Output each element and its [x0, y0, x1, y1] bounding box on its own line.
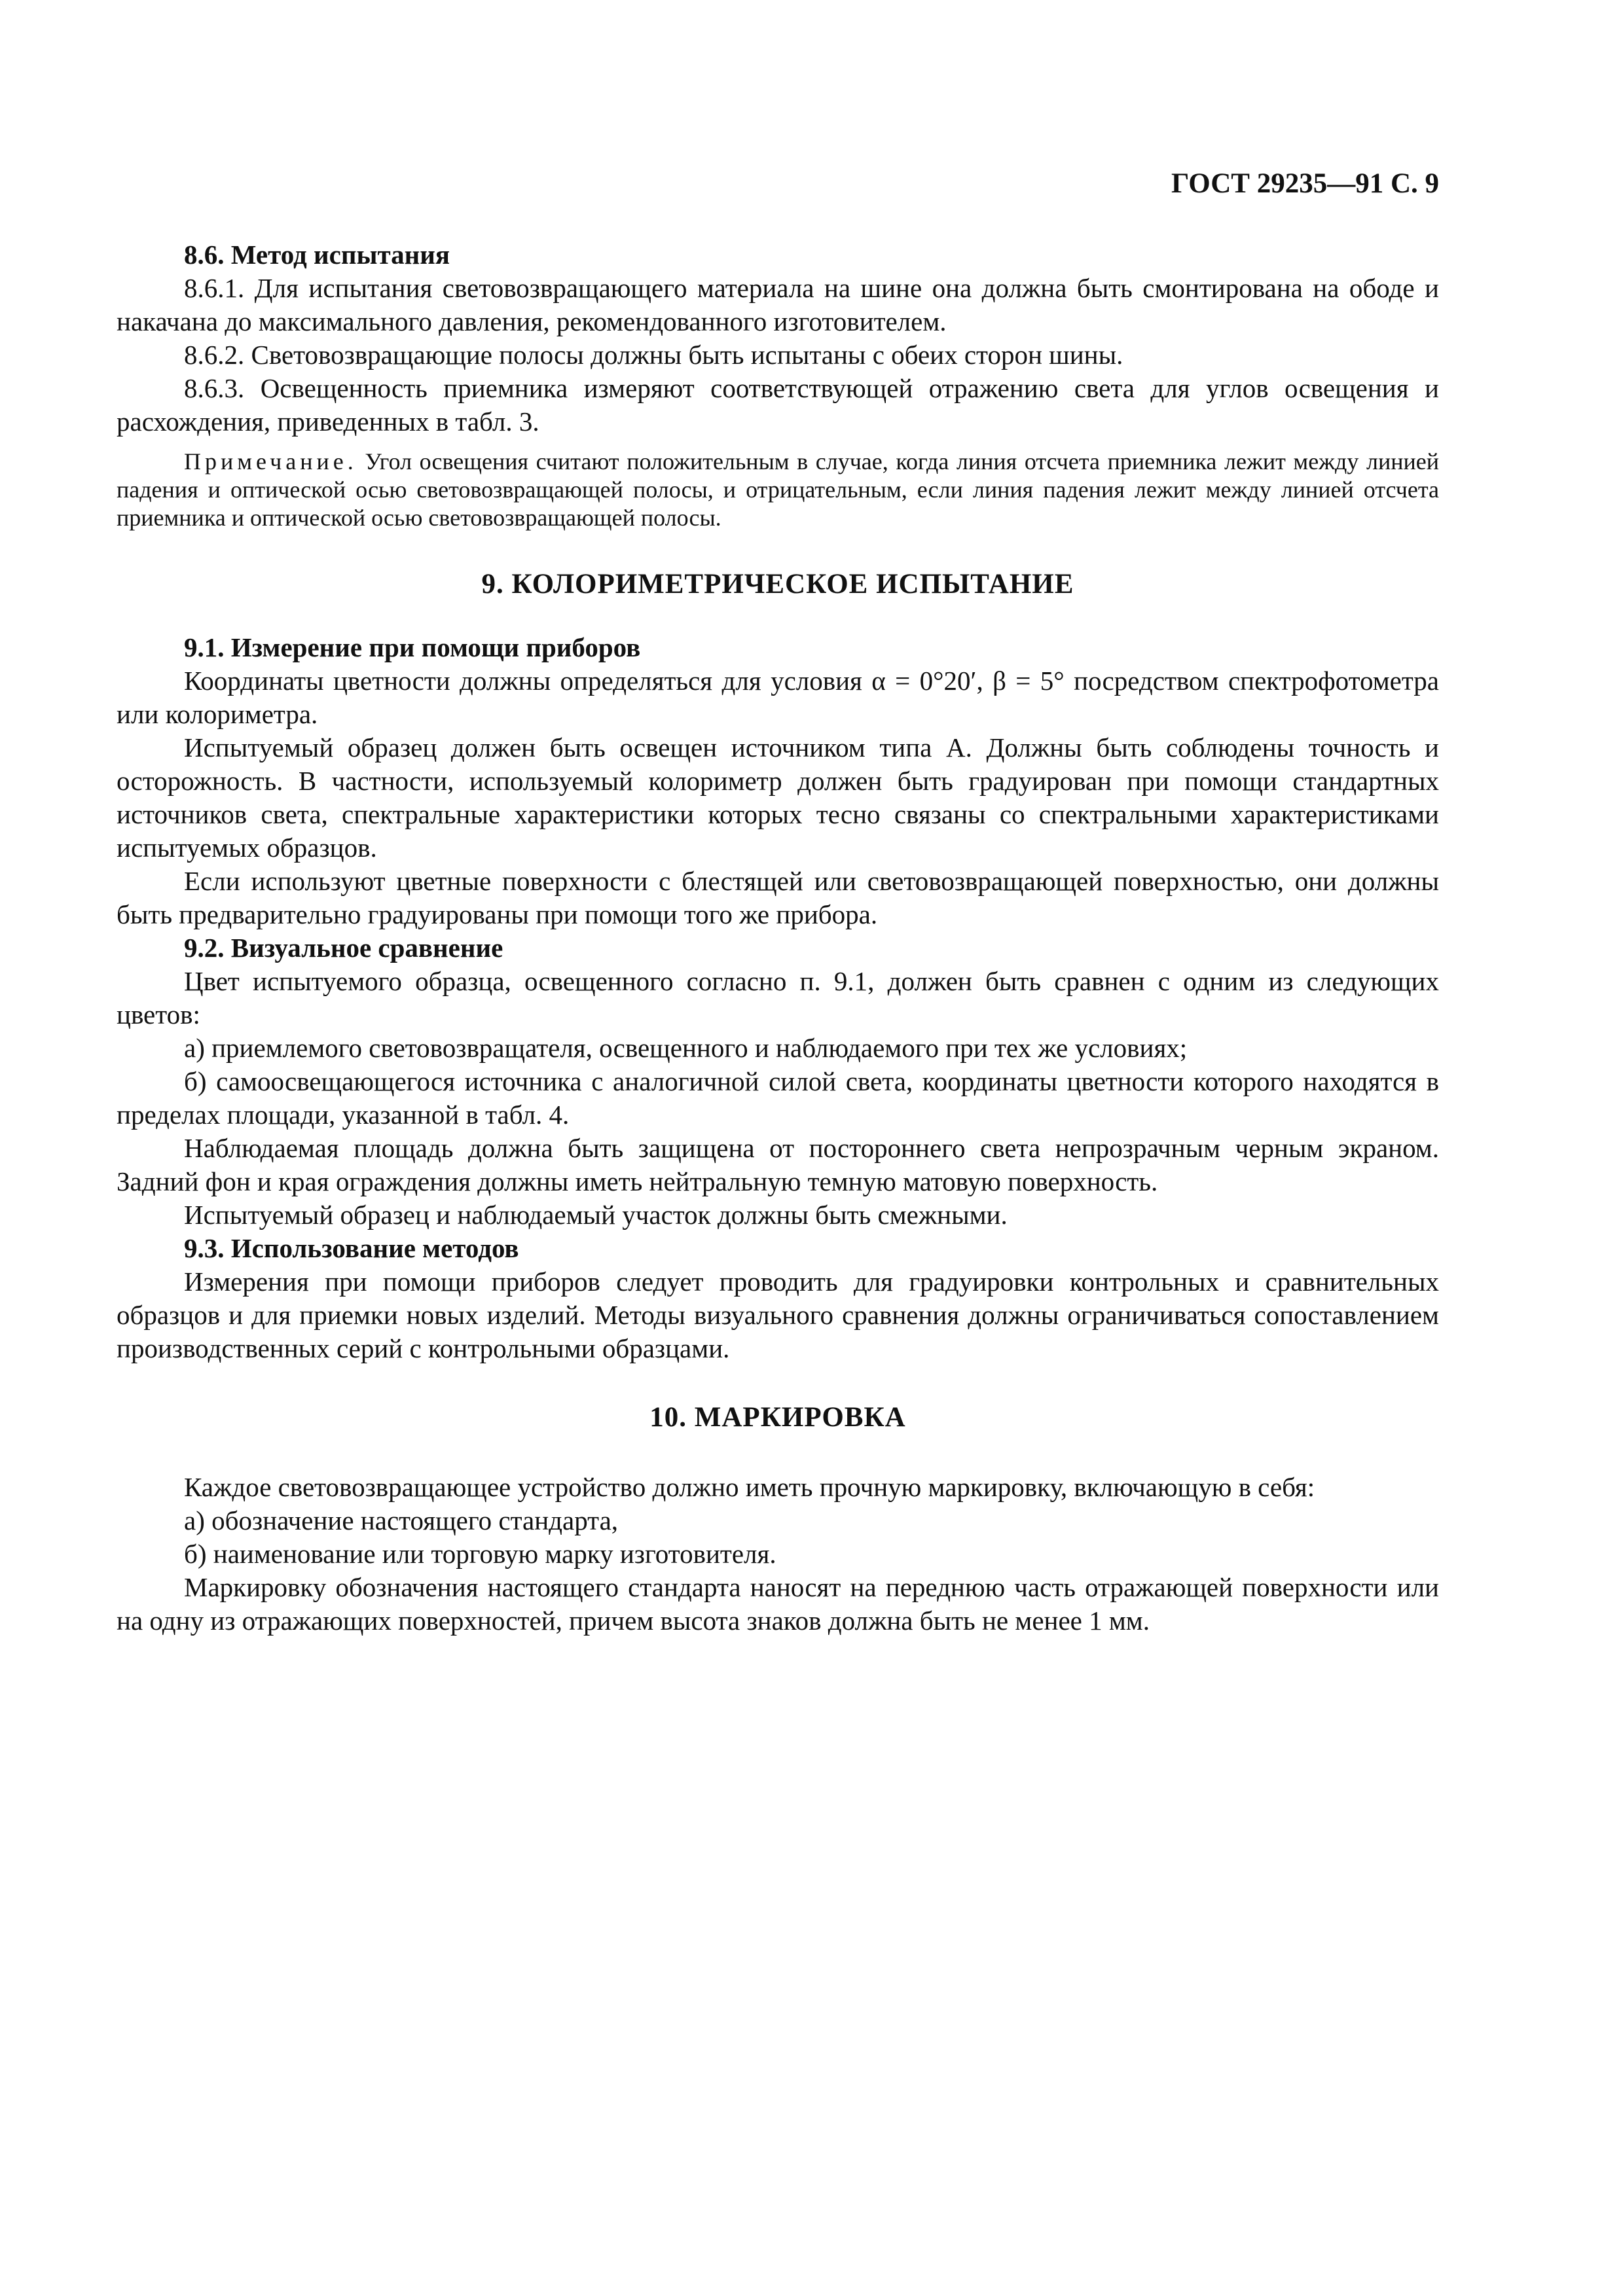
section-8-6-heading: 8.6. Метод испытания	[184, 240, 450, 270]
note-label: Примечание.	[184, 448, 357, 475]
note-paragraph	[117, 448, 1439, 532]
paragraph-9-1-a: Координаты цветности должны определяться для условия α = 0°20′, β = 5° посредством спектрофотометра или колориметра.	[117, 666, 1439, 729]
chapter-10-title: 10. МАРКИРОВКА	[649, 1402, 906, 1433]
list-item-a: а) приемлемого световозвращателя, освещенного и наблюдаемого при тех же условиях;	[184, 1033, 1188, 1063]
paragraph-9-2-a: Цвет испытуемого образца, освещенного согласно п. 9.1, должен быть сравнен с одним из следующих цветов:	[117, 966, 1439, 1030]
document-page	[117, 167, 1439, 1638]
section-9-2-heading: 9.2. Визуальное сравнение	[184, 933, 503, 963]
section-9-1-heading: 9.1. Измерение при помощи приборов	[184, 632, 641, 662]
paragraph-9-2-d: Наблюдаемая площадь должна быть защищена от постороннего света непрозрачным черным экраном. Задний фон и края ограждения должны иметь нейтральную темную матовую поверхность.	[117, 1133, 1439, 1196]
note-text: Угол освещения считают положительным в случае, когда линия отсчета приемника лежит между линией падения и оптической осью световозвращающей полосы, и отрицательным, если линия падения лежит между линией отсчета приемника и оптической осью световозвращающей полосы.	[117, 448, 1439, 531]
paragraph-8-6-3: 8.6.3. Освещенность приемника измеряют соответствующей отражению света для углов освещения и расхождения, приведенных в табл. 3.	[117, 373, 1439, 437]
list-item-10-a: а) обозначение настоящего стандарта,	[184, 1505, 619, 1535]
paragraph-9-3-a: Измерения при помощи приборов следует проводить для градуировки контрольных и сравнительных образцов и для приемки новых изделий. Методы визуального сравнения должны ограничиваться сопоставлением производственных серий с контрольными образцами.	[117, 1266, 1439, 1363]
paragraph-9-1-b: Испытуемый образец должен быть освещен источником типа А. Должны быть соблюдены точность и осторожность. В частности, используемый колориметр должен быть градуирован при помощи стандартных источников света, спектральные характеристики которых тесно связаны со спектральными характеристиками испытуемых образцов.	[117, 732, 1439, 863]
paragraph-9-1-c: Если используют цветные поверхности с блестящей или световозвращающей поверхностью, они должны быть предварительно градуированы при помощи того же прибора.	[117, 866, 1439, 929]
paragraph-10-d: Маркировку обозначения настоящего стандарта наносят на переднюю часть отражающей поверхности или на одну из отражающих поверхностей, причем высота знаков должна быть не менее 1 мм.	[117, 1572, 1439, 1636]
paragraph-9-2-e: Испытуемый образец и наблюдаемый участок должны быть смежными.	[184, 1200, 1008, 1230]
list-item-b: б) самоосвещающегося источника с аналогичной силой света, координаты цветности которого находятся в пределах площади, указанной в табл. 4.	[117, 1066, 1439, 1130]
page-header: ГОСТ 29235—91 С. 9	[1171, 168, 1439, 199]
paragraph-8-6-1: 8.6.1. Для испытания световозвращающего материала на шине она должна быть смонтирована на ободе и накачана до максимального давления, рекомендованного изготовителем.	[117, 273, 1439, 336]
chapter-9-title: 9. КОЛОРИМЕТРИЧЕСКОЕ ИСПЫТАНИЕ	[481, 569, 1074, 600]
paragraph-10-a: Каждое световозвращающее устройство должно иметь прочную маркировку, включающую в себя:	[184, 1472, 1315, 1502]
paragraph-8-6-2: 8.6.2. Световозвращающие полосы должны быть испытаны с обеих сторон шины.	[184, 340, 1123, 370]
list-item-10-b: б) наименование или торговую марку изготовителя.	[184, 1539, 776, 1569]
section-9-3-heading: 9.3. Использование методов	[184, 1233, 519, 1263]
